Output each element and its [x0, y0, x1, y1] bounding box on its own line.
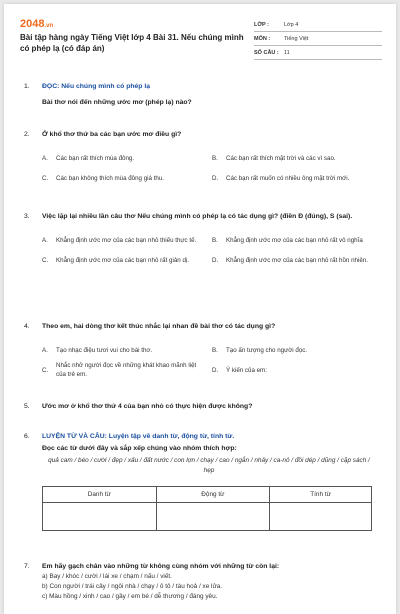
document-title: Bài tập hàng ngày Tiếng Việt lớp 4 Bài 31. Nếu chúng mình có phép lạ (có đáp án) [20, 33, 244, 53]
column-header-noun: Danh từ [43, 487, 157, 503]
exercise-line-a: a) Bay / khóc / cười / lái xe / chạm / nấu / viết. [42, 573, 172, 580]
question-2: 2. Ở khổ thơ thứ ba các bạn ước mơ điều gì? A. Các bạn rất thích mùa đông. B. Các bạn rất thích mặt trời và các vì sao. C. Các bạn không thích mùa đông giá thu. D. Các bạn rất muốn có nhiều ông mặt trời mới. [24, 130, 376, 188]
option-b[interactable]: B. Khẳng định ước mơ của các bạn nhỏ rất vô nghĩa [212, 236, 363, 244]
answer-cell-verb[interactable] [156, 503, 270, 531]
question-title: Theo em, hai dòng thơ kết thúc nhắc lại nhan đề bài thơ có tác dụng gì? [42, 323, 276, 330]
option-b[interactable]: B. Tạo ấn tượng cho người đọc. [212, 346, 308, 354]
question-title: LUYỆN TỪ VÀ CÂU: Luyện tập về danh từ, động từ, tính từ. [42, 433, 235, 440]
classification-table [42, 486, 372, 531]
answer-options [24, 340, 376, 380]
answer-options [24, 230, 376, 270]
option-d[interactable]: D. Ý kiến của em: [212, 366, 267, 374]
option-a[interactable]: A. Các bạn rất thích mùa đông. [42, 154, 135, 162]
meta-row-class: LỚP : Lớp 4 [254, 18, 382, 32]
question-title: Em hãy gạch chân vào những từ không cùng nhóm với những từ còn lại: [42, 563, 280, 570]
question-title: ĐỌC: Nếu chúng mình có phép lạ [42, 83, 150, 90]
option-d[interactable]: D. Các bạn rất muốn có nhiều ông mặt trời mới. [212, 174, 350, 182]
option-a[interactable]: A. Tạo nhạc điệu tươi vui cho bài thơ. [42, 346, 153, 354]
document-page [4, 4, 396, 614]
option-c[interactable]: C. Nhắc nhở người đọc về những khát khao mãnh liệt của trẻ em. [42, 362, 197, 378]
meta-row-subject: MÔN : Tiếng Việt [254, 32, 382, 46]
question-6: 6. LUYỆN TỪ VÀ CÂU: Luyện tập về danh từ, động từ, tính từ. Đọc các từ dưới đây và sắp xếp chúng vào nhóm thích hợp: quả cam / béo / cười / đẹp / xấu / đất nước / con lợn / chạy / cao / ngắn / nhảy / ca-nô / đồi dép / dũng / cặp sách / hẹp Danh từ Động từ Tính từ [24, 432, 376, 531]
question-prompt: Đọc các từ dưới đây và sắp xếp chúng vào nhóm thích hợp: [42, 445, 237, 452]
question-title: Ước mơ ở khổ thơ thứ 4 của bạn nhỏ có thực hiện được không? [42, 403, 253, 410]
exercise-line-c: c) Màu hồng / xinh / cao / gầy / em bé / dễ thương / đáng yêu. [42, 593, 218, 600]
answer-cell-noun[interactable] [43, 503, 157, 531]
question-5: 5. Ước mơ ở khổ thơ thứ 4 của bạn nhỏ có thực hiện được không? [24, 403, 253, 410]
meta-table [254, 18, 382, 60]
document-header [20, 18, 382, 66]
exercise-line-b: b) Con người / trái cây / ngôi nhà / chạy / ô tô / tàu hoả / xe lửa. [42, 583, 223, 590]
question-title: Việc lặp lại nhiều lần câu thơ Nếu chúng mình có phép lạ có tác dụng gì? (điền Đ (đúng), S (sai). [42, 213, 353, 220]
question-3: 3. Việc lặp lại nhiều lần câu thơ Nếu chúng mình có phép lạ có tác dụng gì? (điền Đ (đúng), S (sai). A. Khẳng định ước mơ của các bạn nhỏ thiếu thực tế. B. Khẳng định ước mơ của các bạn nhỏ rất vô nghĩa C. Khẳng định ước mơ của các bạn nhỏ rất giản dị. D. Khẳng định ước mơ của các bạn nhỏ rất hồn nhiên. [24, 212, 376, 270]
meta-row-count: SỐ CÂU : 11 [254, 46, 382, 60]
question-4: 4. Theo em, hai dòng thơ kết thúc nhắc lại nhan đề bài thơ có tác dụng gì? A. Tạo nhạc điệu tươi vui cho bài thơ. B. Tạo ấn tượng cho người đọc. C. Nhắc nhở người đọc về những khát khao mãnh liệt của trẻ em. D. Ý kiến của em: [24, 322, 376, 380]
option-d[interactable]: D. Khẳng định ước mơ của các bạn nhỏ rất hồn nhiên. [212, 256, 368, 264]
column-header-verb: Động từ [156, 487, 270, 503]
option-c[interactable]: C. Khẳng định ước mơ của các bạn nhỏ rất giản dị. [42, 256, 189, 264]
question-7: 7. Em hãy gạch chân vào những từ không cùng nhóm với những từ còn lại: a) Bay / khóc / cười / lái xe / chạm / nấu / viết. b) Con người / trái cây / ngôi nhà / chạy / ô tô / tàu hoả / xe lửa. c) Màu hồng / xinh / cao / gầy / em bé / dễ thương / đáng yêu. [24, 562, 376, 602]
option-c[interactable]: C. Các bạn không thích mùa đông giá thu. [42, 174, 165, 182]
column-header-adjective: Tính từ [270, 487, 372, 503]
question-title: Ở khổ thơ thứ ba các bạn ước mơ điều gì? [42, 131, 182, 138]
answer-cell-adjective[interactable] [270, 503, 372, 531]
site-logo[interactable]: 2048.vn [20, 18, 54, 30]
option-b[interactable]: B. Các bạn rất thích mặt trời và các vì sao. [212, 154, 336, 162]
answer-options [24, 148, 376, 188]
option-a[interactable]: A. Khẳng định ước mơ của các bạn nhỏ thiếu thực tế. [42, 236, 197, 244]
question-prompt: Bài thơ nói đến những ước mơ (phép lạ) nào? [42, 99, 192, 106]
question-1: 1. ĐỌC: Nếu chúng mình có phép lạ Bài thơ nói đến những ước mơ (phép lạ) nào? [24, 82, 376, 108]
word-list: quả cam / béo / cười / đẹp / xấu / đất nước / con lợn / chạy / cao / ngắn / nhảy / ca-nô / đồi dép / dũng / cặp sách / hẹp [48, 457, 370, 474]
